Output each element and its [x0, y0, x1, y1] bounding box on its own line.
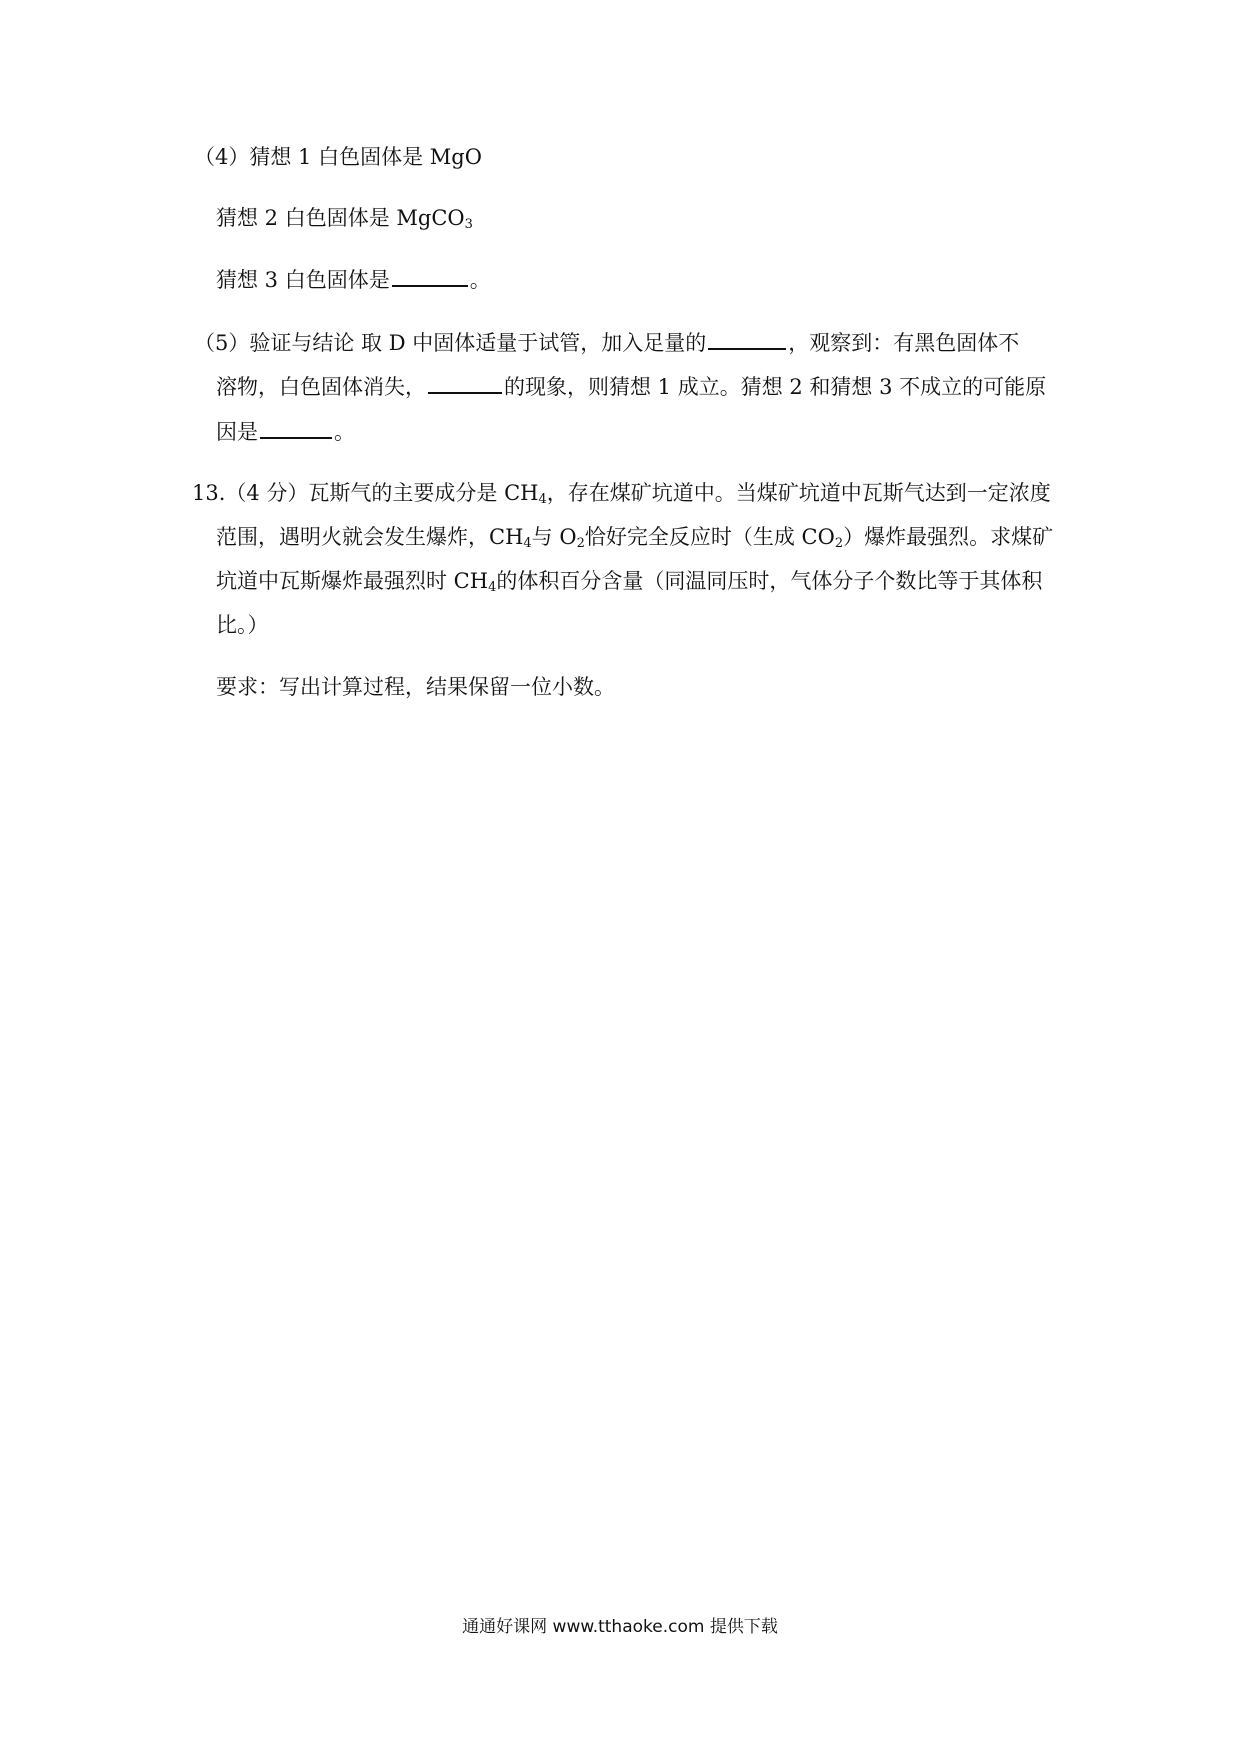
- q12-part4-guess2: 猜想 2 白色固体是 MgCO$_3$: [216, 206, 473, 232]
- answer-blank-phenomenon[interactable]: [428, 372, 502, 394]
- q12-part4-guess1: （4）猜想 1 白色固体是 MgO: [194, 145, 482, 169]
- q13-line2: 范围，遇明火就会发生爆炸，$CH_4$与 $O_2$恰好完全反应时（生成 $CO_2$）爆炸最强烈。求煤矿: [216, 525, 1054, 551]
- q12-part4-guess3: 猜想 3 白色固体是 。: [216, 265, 491, 295]
- q13-line3: 坑道中瓦斯爆炸最强烈时 $CH_4$的体积百分含量（同温同压时，气体分子个数比等于其体积: [216, 569, 1043, 595]
- q13-requirement: 要求：写出计算过程，结果保留一位小数。: [216, 675, 615, 699]
- q12-part5-line3: 因是 。: [216, 417, 355, 447]
- answer-blank-reason[interactable]: [260, 417, 332, 439]
- q12-part5-line1: （5）验证与结论 取 D 中固体适量于试管，加入足量的 ，观察到：有黑色固体不: [194, 328, 1019, 358]
- answer-blank-guess3[interactable]: [392, 265, 468, 287]
- q13-line4: 比。）: [216, 613, 269, 637]
- page-footer: 通通好课网 www.tthaoke.com 提供下载: [462, 1617, 778, 1637]
- q12-part5-line2: 溶物，白色固体消失， 的现象，则猜想 1 成立。猜想 2 和猜想 3 不成立的可能原: [216, 372, 1046, 402]
- q13-line1: 13.（4 分）瓦斯气的主要成分是 $CH_4$，存在煤矿坑道中。当煤矿坑道中瓦斯气达到一定浓度: [192, 481, 1051, 507]
- answer-blank-reagent[interactable]: [708, 328, 786, 350]
